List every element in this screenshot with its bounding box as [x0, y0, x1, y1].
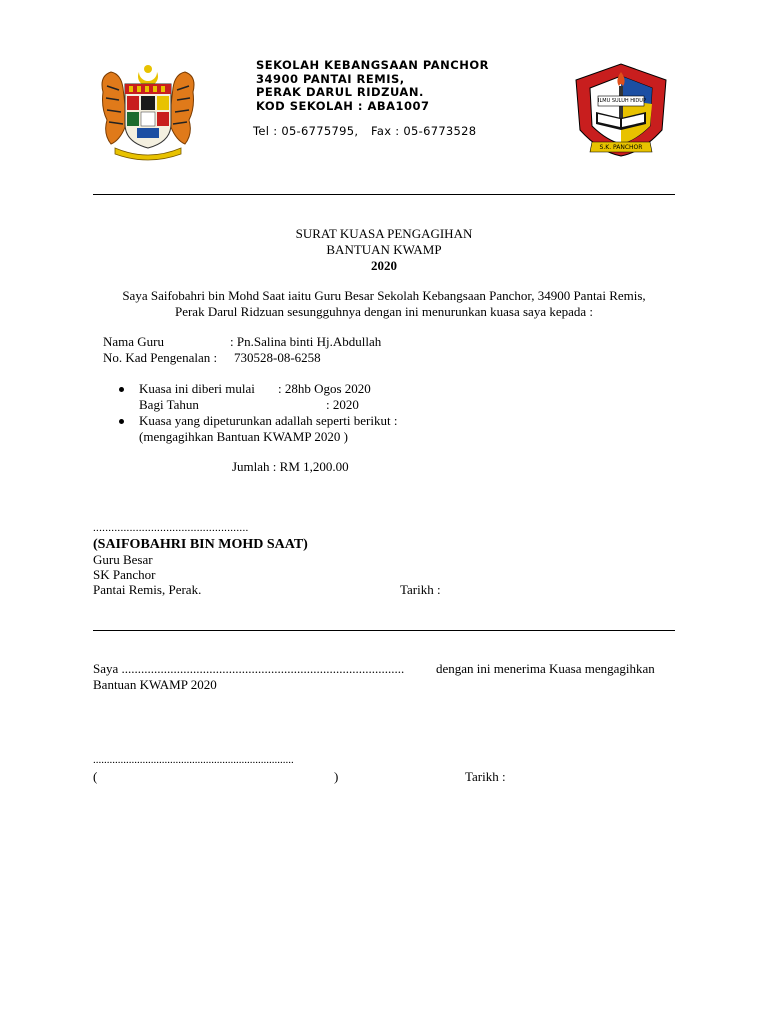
intro-line-2: Perak Darul Ridzuan sesungguhnya dengan ini menurunkan kuasa saya kepada :: [174, 304, 594, 319]
teacher-name-label: Nama Guru: [103, 334, 165, 349]
ic-number-value: 730528-08-6258: [234, 350, 321, 365]
headmaster-position: Guru Besar: [93, 552, 153, 567]
acceptance-statement: dengan ini menerima Kuasa mengagihkan: [436, 661, 655, 676]
authority-detail: (mengagihkan Bantuan KWAMP 2020 ): [139, 429, 348, 444]
year-value: : 2020: [326, 397, 359, 412]
amount-total: Jumlah : RM 1,200.00: [232, 459, 349, 474]
headmaster-date-label: Tarikh :: [400, 582, 441, 597]
recipient-name-open-paren: (: [93, 769, 98, 784]
address-line-2: PERAK DARUL RIDZUAN.: [256, 85, 424, 99]
phone-number: Tel : 05-6775795,: [253, 124, 359, 138]
document-title: [93, 226, 675, 274]
headmaster-location: Pantai Remis, Perak.: [93, 582, 202, 597]
recipient-signature-line: .........................................................................: [93, 754, 294, 766]
title-line-2: BANTUAN KWAMP: [326, 242, 442, 257]
section-divider: [93, 630, 675, 631]
school-logo-motto: ILMU SULUH HIDUP: [598, 98, 646, 104]
school-logo-banner: S.K. PANCHOR: [599, 144, 643, 151]
recipient-name-close-paren: ): [334, 769, 339, 784]
teacher-name-value: : Pn.Salina binti Hj.Abdullah: [230, 334, 382, 349]
ic-number-label: No. Kad Pengenalan :: [103, 350, 218, 365]
authority-description: Kuasa yang dipeturunkan adallah seperti berikut :: [139, 413, 398, 428]
headmaster-name: (SAIFOBAHRI BIN MOHD SAAT): [93, 537, 308, 552]
headmaster-school: SK Panchor: [93, 567, 156, 582]
address-line-1: 34900 PANTAI REMIS,: [256, 72, 405, 86]
acceptance-saya: Saya .......................................................................................: [93, 661, 405, 676]
recipient-date-label: Tarikh :: [465, 769, 506, 784]
acceptance-program: Bantuan KWAMP 2020: [93, 677, 217, 692]
school-code: KOD SEKOLAH : ABA1007: [256, 99, 430, 113]
bullet-marker-2: [119, 419, 124, 424]
signature-line: ...................................................: [93, 522, 249, 534]
header-divider: [93, 194, 675, 195]
authority-start-label: Kuasa ini diberi mulai: [139, 381, 255, 396]
title-line-1: SURAT KUASA PENGAGIHAN: [295, 226, 473, 241]
fax-number: Fax : 05-6773528: [371, 124, 477, 138]
school-logo: [572, 60, 670, 164]
authority-start-value: : 28hb Ogos 2020: [278, 381, 371, 396]
year-label: Bagi Tahun: [139, 397, 199, 412]
school-name: SEKOLAH KEBANGSAAN PANCHOR: [256, 58, 489, 72]
coat-of-arms-logo: [97, 62, 199, 166]
title-year: 2020: [371, 258, 397, 273]
intro-line-1: Saya Saifobahri bin Mohd Saat iaitu Guru Besar Sekolah Kebangsaan Panchor, 34900 Pantai Remis,: [122, 288, 646, 303]
bullet-marker-1: [119, 387, 124, 392]
